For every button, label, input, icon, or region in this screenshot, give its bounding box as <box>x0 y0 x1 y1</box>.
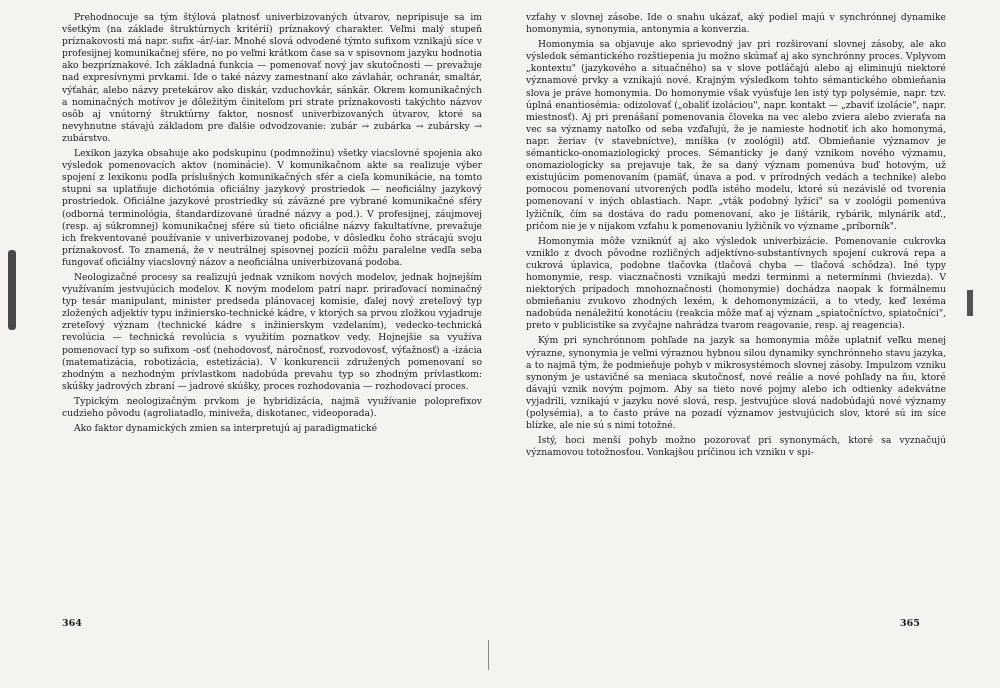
left-page <box>62 12 482 438</box>
paragraph: Kým pri synchrónnom pohľade na jazyk sa homonymia môže uplatniť veľku menej výrazne, synonymia je veľmi výraznou hybnou silou dynamiky synchrónneho stavu jazyka, a to najmä tým, že podmieňuje pohyb v mikrosystémoch slovnej zásoby. Impulzom vzniku synoným je ustavičné sa meniaca skutočnosť, nové reálie a nové pohľady na ňu, ktoré dávajú vznik novým pojmom. Aby sa tieto nové pojmy alebo ich odtienky adekvátne vyjadrili, vznikajú v jazyku nové slová, resp. jestvujúce slová nadobúdajú nové významy (polysémia), a to často práve na pozadí významov jestvujúcich slov, ktoré sú im síce blízke, ale nie sú s nimi totožné. <box>526 335 946 432</box>
paragraph: vzťahy v slovnej zásobe. Ide o snahu ukázať, aký podiel majú v synchrónnej dynamike homonymia, synonymia, antonymia a konverzia. <box>526 12 946 36</box>
paragraph: Istý, hoci menší pohyb možno pozorovať pri synonymách, ktoré sa vyznačujú významovou totožnosťou. Vonkajšou príčinou ich vzniku v spi- <box>526 435 946 459</box>
gutter-line <box>488 640 489 670</box>
paragraph: Lexikon jazyka obsahuje ako podskupinu (podmnožinu) všetky viacslovné spojenia ako výsledok pomenovacích aktov (nominácie). V komunikačnom akte sa realizuje výber spojení z lexikonu podľa príslušných komunikačných sfér a cieľa komunikácie, na tomto stupni sa uplatňuje dichotómia oficiálny jazykový prostriedok — neoficiálny jazykový prostriedok. Oficiálne jazykové prostriedky sú záväzné pre vybrané komunikačné sféry (odborná terminológia, štandardizované úradné názvy a pod.). V profesijnej, záujmovej (resp. aj súkromnej) komunikačnej sfére sú tieto oficiálne názvy fakultatívne, prevažuje ich frekventované používanie v univerbizovanej podobe, v dôsledku čoho strácajú svoju príznakovosť. To znamená, že v neutrálnej spisovnej pozícii môžu paralelne vedľa seba fungovať oficiálny viacslovný názov a neoficiálna univerbizovaná podoba. <box>62 148 482 268</box>
paragraph: Prehodnocuje sa tým štýlová platnosť univerbizovaných útvarov, nepripisuje sa im všetkým (na základe štruktúrnych kritérií) príznakový charakter. Veľmi malý stupeň príznakovosti má napr. sufix -ár/-iar. Mnohé slová odvodené týmto sufixom vznikajú síce v profesijnej komunikačnej sfére, no po veľmi krátkom čase sa v spisovnom jazyku hodnotia ako bezpríznakové. Ich základná funkcia — pomenovať nový jav skutočnosti — prevažuje nad expresívnymi prvkami. Ide o také názvy zamestnaní ako závlahár, ochranár, smaltár, výťahár, alebo názvy pretekárov ako diskár, vzduchovkár, sánkár. Okrem komunikačných a nominačných motívov je dôležitým činiteľom pri strate príznakovosti takýchto názvov osôb aj vnútorný štruktúrny faktor, nosnosť univerbizovaných útvarov, ktoré sa nevyhnutne stávajú základom pre ďalšie odvodzovanie: zubár → zubárka → zubársky → zubárstvo. <box>62 12 482 144</box>
binding-shadow <box>8 250 16 330</box>
paragraph: Neologizačné procesy sa realizujú jednak vznikom nových modelov, jednak hojnejším využívaním jestvujúcich modelov. K novým modelom patrí napr. priraďovací nominačný typ tesár manipulant, minister predseda plánovacej komisie, ďalej nový zreteľový typ zložených adjektív typu inžiniersko-technické kádre, v ktorých sa prvou zložkou vyjadruje zreteľový význam (technické kádre s inžinierskym vzdelaním), vedecko-technická revolúcia — technická revolúcia s využitím poznatkov vedy. Hojnejšie sa využíva pomenovací typ so sufixom -osť (nehodovosť, náročnosť, rozvodovosť, výťažnosť) a -izácia (matematizácia, robotizácia, estetizácia). V konkurencii združených pomenovaní so zhodným a nezhodným prívlastkom nadobúda prevahu typ so zhodným prívlastkom: skúšky jadrových zbraní — jadrové skúšky, proces rozhodovania — rozhodovací proces. <box>62 271 482 392</box>
page-number: 365 <box>900 618 920 629</box>
right-page <box>526 12 946 462</box>
paragraph: Typickým neologizačným prvkom je hybridizácia, najmä využívanie poloprefixov cudzieho pôvodu (agroliatadlo, miniveža, diskotanec, videoporada). <box>62 395 482 419</box>
paragraph: Ako faktor dynamických zmien sa interpretujú aj paradigmatické <box>74 423 378 435</box>
paragraph: Homonymia sa objavuje ako sprievodný jav pri rozširovaní slovnej zásoby, ale ako výsledok sémantického rozštiepenia ju možno skúmať aj ako synchrónny proces. Vplyvom „kontextu" (jazykového a situačného) sa v slove potláčajú alebo aj eliminujú niektoré významové prvky a vznikajú nové. Krajným výsledkom tohto sémantického obmieňania slova je práve homonymia. Do homonymie však vyúsťuje len istý typ polysémie, napr. tzv. úplná enantiosémia: odizolovať („obaliť izoláciou", napr. kontakt — „zbaviť izolácie", napr. miestnosť). Aj pri prenášaní pomenovania človeka na vec alebo zviera alebo zvieraťa na vec sa významy natoľko od seba vzďaľujú, že je namieste hodnotiť ich ako homonymá, napr. žeriav (v stavebníctve), mníška (v zoológii) atď. Obmieňanie významov je sémanticko-onomaziologický proces. Sémanticky je daný vznikom nového významu, onomaziologicky sa prejavuje tak, že sa daný význam pomenúva buď hotovým, už existujúcim pomenovaním (pamäť, únava a pod. v prírodných vedách a technike) alebo pomocou pomenovaní utvorených podľa istého modelu, ktoré sú nezávislé od tvorenia pomenovaní v iných oblastiach. Napr. „vták podobný lyžici" sa v zoológii pomenúva lyžičník, čím sa dostáva do radu pomenovaní, ako je lištárik, rybárik, mlynárik atď., pričom nie je v nijakom vzťahu k pomenovaniu lyžičník vo význame „príborník". <box>526 39 946 232</box>
page-edge-mark <box>967 290 973 316</box>
page-number: 364 <box>62 618 82 629</box>
paragraph: Homonymia môže vzniknúť aj ako výsledok univerbizácie. Pomenovanie cukrovka vzniklo z dvoch pôvodne rozličných adjektívno-substantívnych spojení cukrová repa a cukrová úplavica, podobne tlačovka (tlačová chyba — tlačová schôdza). Iné typy homonymie, resp. viacznačnosti vznikajú medzi terminmi a netermínmi (hviezda). V niektorých prípadoch mnohoznačnosti (homonymie) dochádza naopak k formálnemu obmieňaniu zvukovo zhodných lexém, k dehomonymizácii, a to vtedy, keď lexéma nadobúda nenáležitú konotáciu (reakcia môže mať aj význam „spiatočníctvo, spiatočníci", preto v publicistike sa zvyčajne nahrádza tvarom reagovanie, resp. aj reagencia). <box>526 235 946 332</box>
